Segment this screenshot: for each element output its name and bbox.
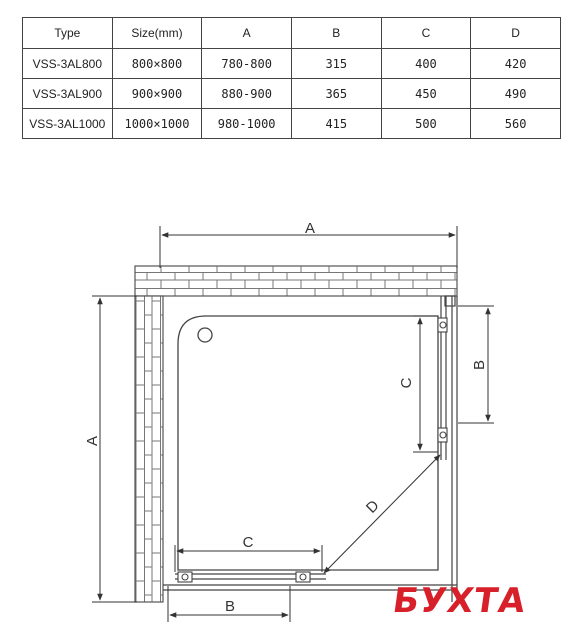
cell-c: 450 [381,79,471,109]
col-header-a: A [202,18,292,49]
cell-c: 500 [381,109,471,139]
shower-tray-outline [178,316,438,570]
top-wall [135,266,457,296]
cell-size: 1000×1000 [112,109,202,139]
cell-type: VSS-3AL900 [23,79,113,109]
cell-size: 800×800 [112,49,202,79]
dimension-d-diagonal [324,455,440,573]
label-a-top: A [304,220,316,237]
cell-b: 315 [291,49,381,79]
col-header-c: C [381,18,471,49]
dimension-c-right [413,316,438,452]
cell-size: 900×900 [112,79,202,109]
cell-d: 420 [471,49,561,79]
col-header-b: B [291,18,381,49]
watermark-logo: БУХТА [390,581,529,621]
cell-b: 415 [291,109,381,139]
label-a-left: A [84,435,101,447]
left-wall [135,296,163,602]
label-c-right: C [398,377,415,389]
cell-b: 365 [291,79,381,109]
label-b-right: B [471,359,488,371]
drain-icon [198,328,212,342]
dimension-a-left [92,296,137,602]
cell-a: 980-1000 [202,109,292,139]
label-c-bottom: C [242,534,254,551]
right-glass-panel [441,296,457,602]
cell-a: 880-900 [202,79,292,109]
cell-c: 400 [381,49,471,79]
col-header-type: Type [23,18,113,49]
cell-d: 560 [471,109,561,139]
cell-type: VSS-3AL800 [23,49,113,79]
cell-type: VSS-3AL1000 [23,109,113,139]
col-header-size: Size(mm) [112,18,202,49]
label-b-bottom: B [224,598,236,615]
cell-d: 490 [471,79,561,109]
label-d-diagonal: D [362,496,383,517]
col-header-d: D [471,18,561,49]
cell-a: 780-800 [202,49,292,79]
